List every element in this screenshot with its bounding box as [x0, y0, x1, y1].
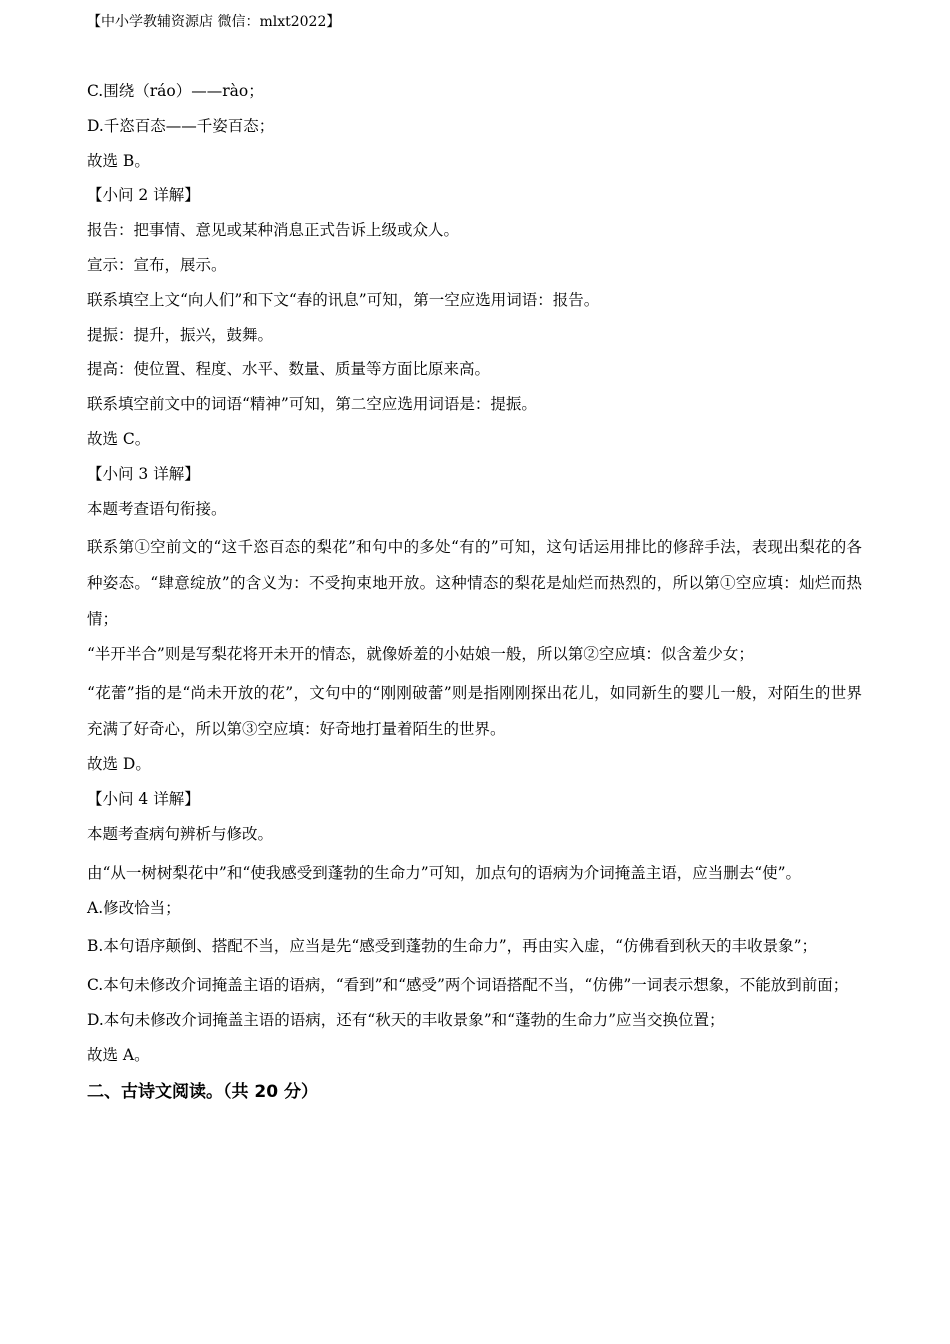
- page-header: 【中小学教辅资源店 微信：mlxt2022】: [87, 14, 341, 30]
- text-paragraph: “花蕾”指的是“尚未开放的花”，文句中的“刚刚破蕾”则是指刚刚探出花儿，如同新生的婴儿一般，对陌生的世界充满了好奇心，所以第③空应填：好奇地打量着陌生的世界。: [87, 684, 862, 739]
- text-line: A.修改恰当；: [87, 898, 181, 917]
- text-line: D.本句未修改介词掩盖主语的语病，还有“秋天的丰收景象”和“蓬勃的生命力”应当交换位置；: [87, 1011, 725, 1030]
- text-paragraph: 联系第①空前文的“这千恣百态的梨花”和句中的多处“有的”可知，这句话运用排比的修辞手法，表现出梨花的各种姿态。“肆意绽放”的含义为：不受拘束地开放。这种情态的梨花是灿烂而热烈的，所以第①空应填：灿烂而热情；: [87, 538, 862, 629]
- text-line: 故选 C。: [87, 429, 151, 448]
- text-line: 本题考查病句辨析与修改。: [87, 824, 274, 843]
- text-line: 提高：使位置、程度、水平、数量、质量等方面比原来高。: [87, 360, 491, 379]
- text-line: 联系填空上文“向人们”和下文“春的讯息”可知，第一空应选用词语：报告。: [87, 290, 600, 309]
- subquestion-heading: 【小问 2 详解】: [87, 186, 200, 205]
- text-line: D.千恣百态——千姿百态；: [87, 116, 275, 135]
- text-line: 故选 B。: [87, 151, 150, 170]
- text-line: 本题考查语句衔接。: [87, 499, 227, 518]
- subquestion-heading: 【小问 3 详解】: [87, 464, 200, 483]
- section-heading: 二、古诗文阅读。（共 20 分）: [87, 1081, 318, 1102]
- text-paragraph: 由“从一树树梨花中”和“使我感受到蓬勃的生命力”可知，加点句的语病为介词掩盖主语，应当删去“使”。: [87, 863, 802, 882]
- text-line: 报告：把事情、意见或某种消息正式告诉上级或众人。: [87, 221, 460, 240]
- text-line: “半开半合”则是写梨花将开未开的情态，就像娇羞的小姑娘一般，所以第②空应填：似含羞少女；: [87, 645, 754, 664]
- text-line: 故选 A。: [87, 1046, 150, 1065]
- document-body: [87, 76, 862, 1107]
- subquestion-heading: 【小问 4 详解】: [87, 789, 200, 808]
- text-line: 宣示：宣布，展示。: [87, 255, 227, 274]
- text-line: 提振：提升，振兴，鼓舞。: [87, 325, 274, 344]
- text-paragraph: C.本句未修改介词掩盖主语的语病，“看到”和“感受”两个词语搭配不当，“仿佛”一词表示想象，不能放到前面；: [87, 976, 849, 995]
- text-line: 故选 D。: [87, 755, 151, 774]
- text-paragraph: B.本句语序颠倒、搭配不当，应当是先“感受到蓬勃的生命力”，再由实入虚，“仿佛看到秋天的丰收景象”；: [87, 937, 818, 956]
- text-line: 联系填空前文中的词语“精神”可知，第二空应选用词语是：提振。: [87, 395, 537, 414]
- text-line: C.围绕（ráo）——rào；: [87, 82, 264, 100]
